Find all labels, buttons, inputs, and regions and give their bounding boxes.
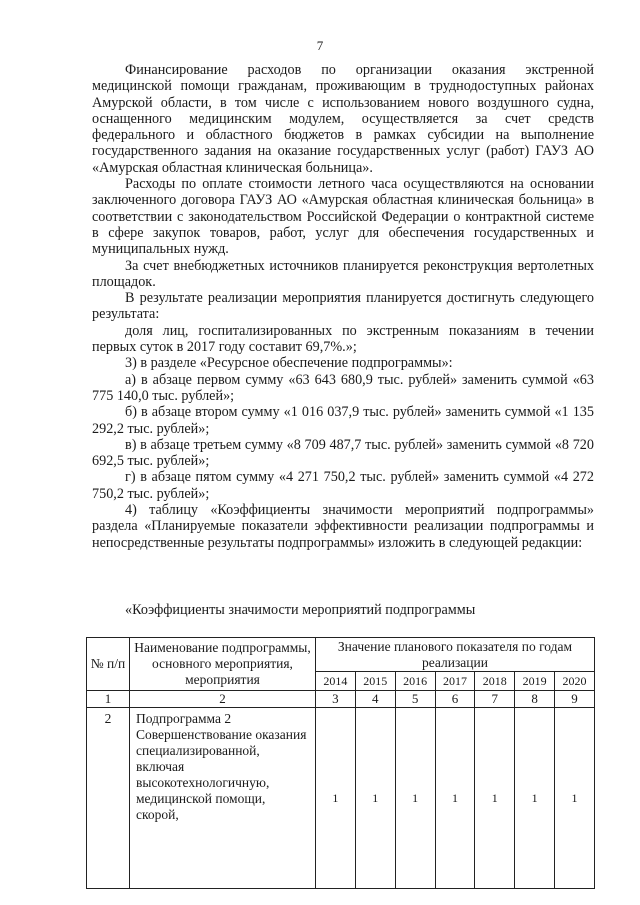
index-cell: 4 xyxy=(355,691,395,708)
paragraph: в) в абзаце третьем сумму «8 709 487,7 тыс. рублей» заменить суммой «8 720 692,5 тыс. рублей»; xyxy=(92,436,594,470)
value-cell: 1 xyxy=(435,708,475,889)
value-cell: 1 xyxy=(515,708,555,889)
table-title: «Коэффициенты значимости мероприятий подпрограммы xyxy=(125,602,476,618)
year-cell: 2018 xyxy=(475,672,515,691)
coefficients-table xyxy=(86,637,595,889)
body-text xyxy=(92,62,594,551)
paragraph: б) в абзаце втором сумму «1 016 037,9 тыс. рублей» заменить суммой «1 135 292,2 тыс. рублей»; xyxy=(92,404,594,437)
year-cell: 2016 xyxy=(395,672,435,691)
index-cell: 6 xyxy=(435,691,475,708)
year-cell: 2020 xyxy=(555,672,595,691)
value-cell: 1 xyxy=(316,708,356,889)
index-cell: 7 xyxy=(475,691,515,708)
header-name: Наименование подпрограммы, основного мероприятия, мероприятия xyxy=(130,638,316,691)
table-row xyxy=(87,708,595,889)
paragraph: доля лиц, госпитализированных по экстренным показаниям в течении первых суток в 2017 году составит 69,7%.»; xyxy=(92,322,594,356)
page-number: 7 xyxy=(316,38,324,53)
value-cell: 1 xyxy=(475,708,515,889)
row-name: Подпрограмма 2 Совершенствование оказания специализированной, включая высокотехнологичную, медицинской помощи, скорой, xyxy=(130,708,316,889)
paragraph: Финансирование расходов по организации оказания экстренной медицинской помощи гражданам, проживающим в труднодоступных районах Амурской области, в том числе с использованием нового воздушного судна, оснащенного медицинским модулем, осуществляется за счет средств федерального и областного бюджетов в рамках субсидии на выполнение государственного задания на оказание государственных услуг (работ) ГАУЗ АО «Амурская областная клиническая больница». xyxy=(92,62,594,176)
index-cell: 9 xyxy=(555,691,595,708)
year-cell: 2019 xyxy=(515,672,555,691)
index-cell: 1 xyxy=(87,691,130,708)
paragraph: За счет внебюджетных источников планируется реконструкция вертолетных площадок. xyxy=(92,257,594,290)
index-cell: 5 xyxy=(395,691,435,708)
paragraph: г) в абзаце пятом сумму «4 271 750,2 тыс. рублей» заменить суммой «4 272 750,2 тыс. рублей»; xyxy=(92,469,594,502)
year-cell: 2014 xyxy=(316,672,356,691)
header-values: Значение планового показателя по годам реализации xyxy=(316,638,595,672)
index-cell: 8 xyxy=(515,691,555,708)
value-cell: 1 xyxy=(555,708,595,889)
value-cell: 1 xyxy=(395,708,435,889)
paragraph: 3) в разделе «Ресурсное обеспечение подпрограммы»: xyxy=(125,355,453,372)
table-header-row xyxy=(87,638,595,672)
year-cell: 2017 xyxy=(435,672,475,691)
index-cell: 2 xyxy=(130,691,316,708)
paragraph: В результате реализации мероприятия планируется достигнуть следующего результата: xyxy=(92,290,594,323)
row-number: 2 xyxy=(87,708,130,889)
index-cell: 3 xyxy=(316,691,356,708)
value-cell: 1 xyxy=(355,708,395,889)
index-row xyxy=(87,691,595,708)
paragraph: 4) таблицу «Коэффициенты значимости мероприятий подпрограммы» раздела «Планируемые показатели эффективности реализации подпрограммы и непосредственные результаты подпрограммы» изложить в следующей редакции: xyxy=(92,502,594,551)
year-cell: 2015 xyxy=(355,672,395,691)
paragraph: Расходы по оплате стоимости летного часа осуществляются на основании заключенного договора ГАУЗ АО «Амурская областная клиническая больница» в соответствии с законодательством Российской Федерации о контрактной системе в сфере закупок товаров, работ, услуг для обеспечения государственных и муниципальных нужд. xyxy=(92,176,594,258)
paragraph: а) в абзаце первом сумму «63 643 680,9 тыс. рублей» заменить суммой «63 775 140,0 тыс. рублей»; xyxy=(92,371,594,404)
header-number: № п/п xyxy=(87,638,130,691)
